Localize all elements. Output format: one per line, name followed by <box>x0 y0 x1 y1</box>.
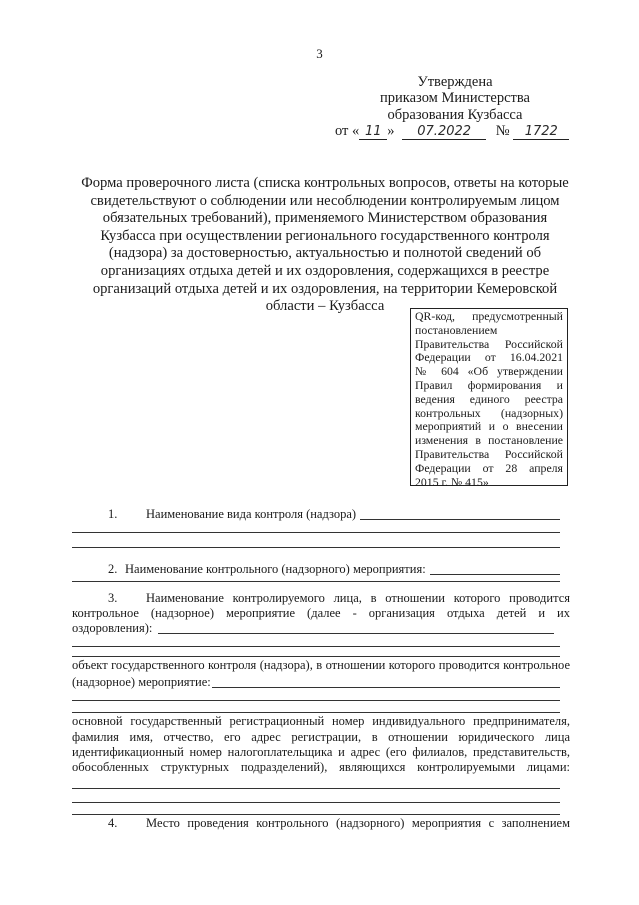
title-line: обязательных требований), применяемого Министерством образования <box>102 210 548 227</box>
item-4-number: 4. <box>108 816 118 830</box>
title-line: области – Кузбасса <box>265 298 385 315</box>
item-1-fill-line[interactable] <box>360 519 560 520</box>
ogrn-text-line-2: фамилия имя, отчество, его адрес регистрации, в отношении юридического лица <box>72 730 570 744</box>
title-line: свидетельствуют о соблюдении или несоблюдении контролируемым лицом <box>90 192 560 209</box>
item-1-number: 1. <box>108 507 118 521</box>
item-3-line-1: Наименование контролируемого лица, в отношении которого проводится <box>146 591 570 605</box>
qr-box-line: № 604 «Об утверждении <box>415 364 563 379</box>
qr-box-line: контрольных (надзорных) <box>415 405 563 420</box>
qr-box-line: мероприятий и о внесении <box>415 419 563 434</box>
item-2-label: Наименование контрольного (надзорного) мероприятия: <box>125 562 426 576</box>
approval-line-2: приказом Министерства <box>380 90 530 106</box>
object-fill-line[interactable] <box>72 700 560 701</box>
title-line: Форма проверочного листа (списка контрольных вопросов, ответы на которые <box>81 175 569 191</box>
item-3-fill-line[interactable] <box>72 646 560 647</box>
item-3-number: 3. <box>108 591 118 605</box>
qr-box-line: Федерации от 16.04.2021 <box>415 350 563 365</box>
ogrn-text-line-4: обособленных структурных подразделений), являющихся контролируемыми лицами: <box>72 760 570 774</box>
item-3-line-3: оздоровления): <box>72 621 153 635</box>
order-date: 07.2022 <box>402 125 486 140</box>
qr-box-line: QR-код, предусмотренный <box>415 309 563 323</box>
item-2-fill-line[interactable] <box>430 574 560 575</box>
item-2-number: 2. <box>108 562 118 576</box>
ogrn-fill-line[interactable] <box>72 788 560 789</box>
order-number-label: № <box>495 123 510 139</box>
item-1-fill-line[interactable] <box>72 547 560 548</box>
item-3-fill-line[interactable] <box>72 656 560 657</box>
ogrn-text-line-1: основной государственный регистрационный номер индивидуального предпринимателя, <box>72 714 570 728</box>
ogrn-text-line-3: идентификационный номер налогоплательщика и адрес (его филиалов, представительств, <box>72 745 570 759</box>
order-day: 11 <box>359 125 387 140</box>
qr-box-line: постановлением <box>415 322 498 337</box>
page-number: 3 <box>316 46 323 61</box>
qr-box-line: ведения единого реестра <box>415 391 563 406</box>
title-line: Кузбасса при осуществлении регионального государственного контроля <box>100 227 550 244</box>
qr-box-line: Правительства Российской <box>415 336 563 351</box>
qr-box-line: Правил формирования и <box>415 377 563 392</box>
ogrn-fill-line[interactable] <box>72 802 560 803</box>
order-from-label: от « <box>335 123 360 139</box>
approval-line-3: образования Кузбасса <box>387 107 523 123</box>
item-4-label: Место проведения контрольного (надзорного) мероприятия с заполнением <box>146 816 570 830</box>
order-quote-close: » <box>387 123 395 139</box>
order-date-number <box>335 123 569 140</box>
qr-box-line: Правительства Российской <box>415 446 563 461</box>
object-text-line-1: объект государственного контроля (надзора), в отношении которого проводится контрольное <box>72 658 570 672</box>
object-fill-line[interactable] <box>212 687 560 688</box>
title-line: организациях отдыха детей и их оздоровления, содержащихся в реестре <box>100 262 550 279</box>
qr-box-line: Федерации от 28 апреля <box>415 460 563 475</box>
document-title <box>70 175 580 316</box>
item-1-fill-line[interactable] <box>72 532 560 533</box>
title-line: (надзора) за достоверностью, актуальностью и полнотой сведений об <box>108 245 542 262</box>
object-text-line-2: (надзорное) мероприятие: <box>72 675 211 689</box>
order-number: 1722 <box>513 125 569 140</box>
object-fill-line[interactable] <box>72 712 560 713</box>
ogrn-fill-line[interactable] <box>72 814 560 815</box>
title-line: организаций отдыха детей и их оздоровления, на территории Кемеровской <box>92 280 558 297</box>
item-3-line-2: контрольное (надзорное) мероприятие (далее - организация отдыха детей и их <box>72 606 570 620</box>
approval-line-1: Утверждена <box>417 74 493 90</box>
item-2-fill-line[interactable] <box>72 581 560 582</box>
item-1-label: Наименование вида контроля (надзора) <box>146 507 357 521</box>
qr-box-line: изменения в постановление <box>415 433 563 448</box>
qr-box-line: 2015 г. № 415» <box>415 474 489 489</box>
item-3-fill-line[interactable] <box>158 633 554 634</box>
qr-code-placeholder-box <box>410 308 568 489</box>
